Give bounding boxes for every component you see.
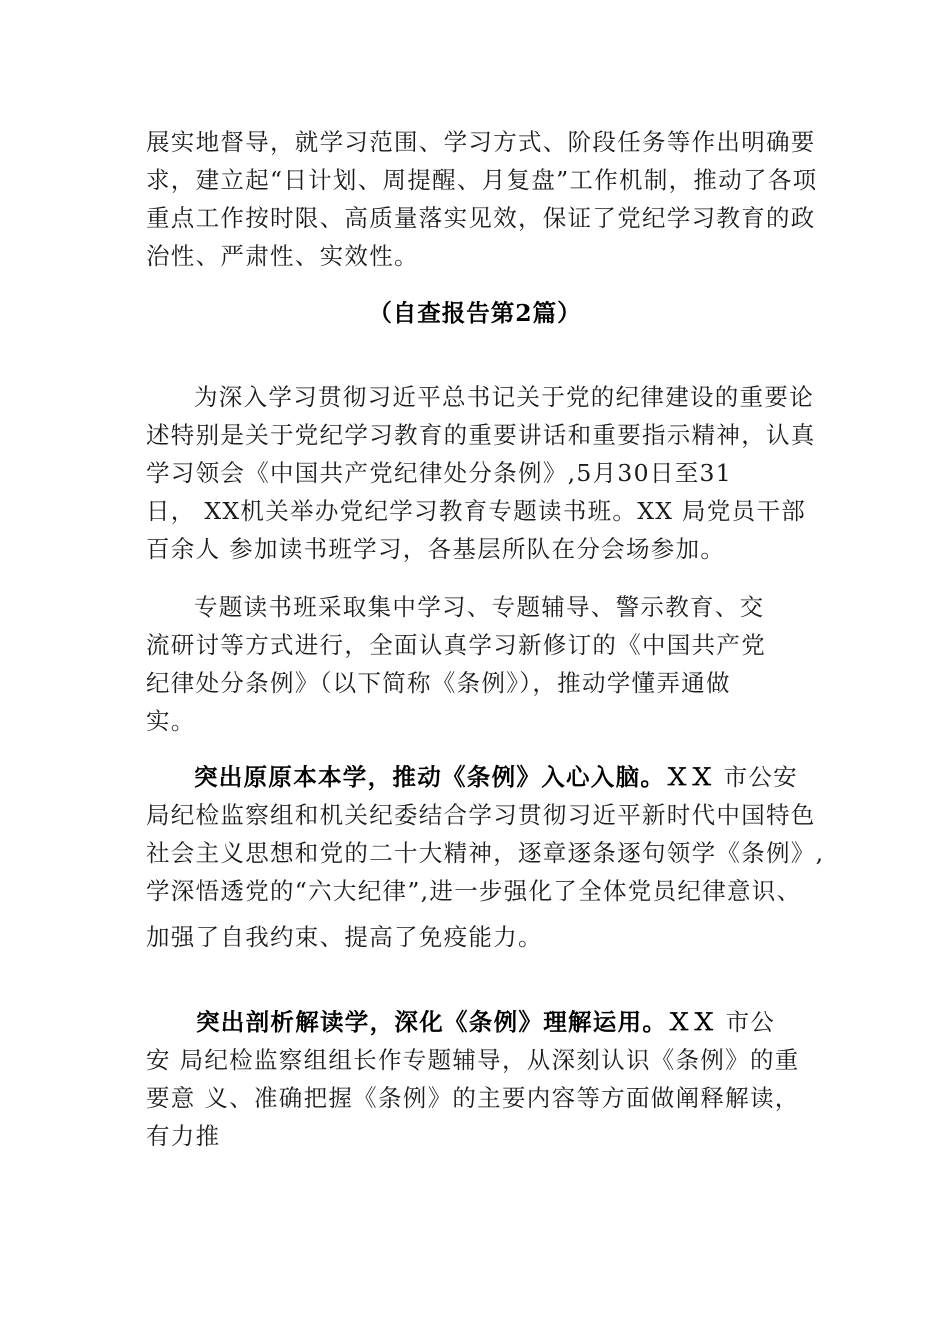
paragraph-4-line-5: 加强了自我约束、提高了免疫能力。 — [146, 923, 543, 951]
paragraph-3-line-3: 纪律处分条例》（以下简称《条例》），推动学懂弄通做 — [146, 669, 731, 697]
paragraph-2-line-2: 述特别是关于党纪学习教育的重要讲话和重要指示精神，认真 — [146, 421, 816, 449]
paragraph-5-bold-lead: 突出剖析解读学，深化《条例》理解运用。ＸＸ — [196, 1008, 717, 1036]
paragraph-1-line-2: 求，建立起“日计划、周提醒、月复盘”工作机制，推动了各项 — [146, 166, 818, 194]
section-heading: （自查报告第2篇） — [368, 299, 582, 327]
paragraph-5-line-1-rest: 市公 — [716, 1008, 776, 1036]
paragraph-4-line-2: 局纪检监察组和机关纪委结合学习贯彻习近平新时代中国特色 — [146, 801, 816, 829]
paragraph-2-line-3: 学习领会《中国共产党纪律处分条例》,5月30日至31 — [146, 459, 733, 487]
paragraph-1-line-4: 治性、严肃性、实效性。 — [146, 242, 419, 270]
paragraph-5-line-3: 要意 义、准确把握《条例》的主要内容等方面做阐释解读， — [146, 1084, 800, 1112]
paragraph-3-line-4: 实。 — [146, 707, 196, 735]
paragraph-4-bold-lead: 突出原原本本学，推动《条例》入心入脑。ＸＸ — [194, 763, 715, 791]
paragraph-2-line-1: 为深入学习贯彻习近平总书记关于党的纪律建设的重要论 — [194, 383, 814, 411]
paragraph-4-line-3: 社会主义思想和党的二十大精神，逐章逐条逐句领学《条例》, — [146, 839, 825, 867]
paragraph-4-line-1 — [194, 762, 798, 792]
paragraph-3-line-1: 专题读书班采取集中学习、专题辅导、警示教育、交 — [194, 593, 765, 621]
paragraph-5-line-2: 安 局纪检监察组组长作专题辅导，从深刻认识《条例》的重 — [146, 1046, 800, 1074]
paragraph-2-line-4: 日， XX机关举办党纪学习教育专题读书班。XX 局党员干部 — [146, 497, 807, 525]
paragraph-4-line-4: 学深悟透党的“六大纪律”,进一步强化了全体党员纪律意识、 — [146, 877, 802, 905]
paragraph-1-line-3: 重点工作按时限、高质量落实见效，保证了党纪学习教育的政 — [146, 204, 816, 232]
paragraph-4-line-1-rest: 市公安 — [714, 763, 798, 791]
paragraph-1-line-1: 展实地督导，就学习范围、学习方式、阶段任务等作出明确要 — [146, 128, 816, 156]
paragraph-5-line-4: 有力推 — [146, 1122, 221, 1150]
paragraph-5-line-1 — [196, 1007, 775, 1037]
paragraph-3-line-2: 流研讨等方式进行，全面认真学习新修订的《中国共产党 — [146, 631, 766, 659]
paragraph-2-line-5: 百余人 参加读书班学习，各基层所队在分会场参加。 — [146, 535, 726, 563]
